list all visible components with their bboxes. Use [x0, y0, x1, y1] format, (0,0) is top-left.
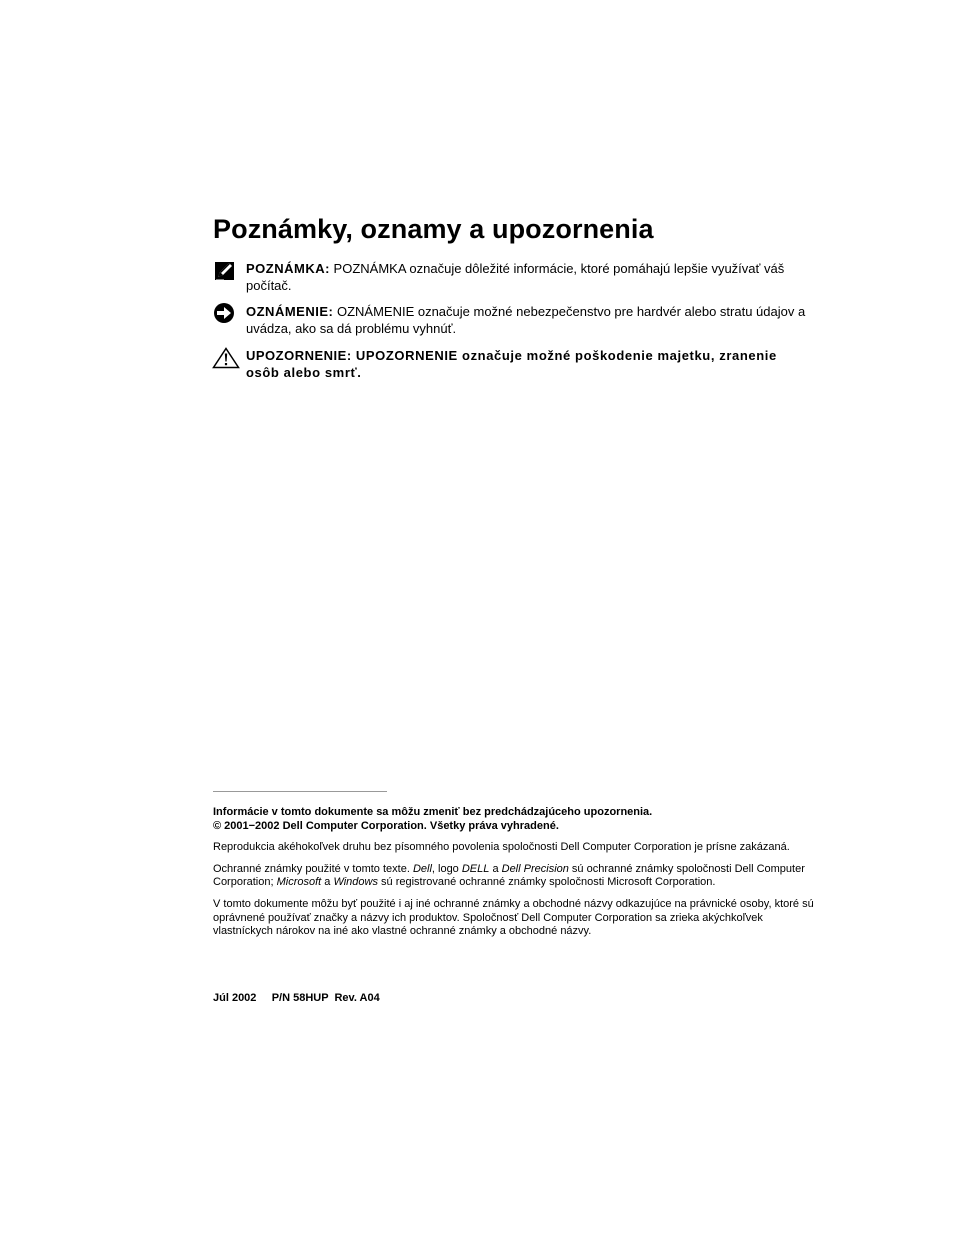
warning-text: UPOZORNENIE označuje možné poškodenie majetku, zranenie osôb alebo smrť. [246, 348, 777, 380]
notice-text: OZNÁMENIE označuje možné nebezpečenstvo pre hardvér alebo stratu údajov a uvádza, ako sa dá problému vyhnúť. [246, 304, 806, 336]
publication-date: Júl 2002 [213, 992, 257, 1004]
note-text: POZNÁMKA označuje dôležité informácie, ktoré pomáhajú lepšie využívať váš počítač. [246, 261, 785, 293]
revision: Rev. A04 [334, 992, 380, 1004]
note-label: POZNÁMKA: [246, 261, 330, 276]
trademark-dell-logo: DELL [461, 862, 490, 875]
part-number: P/N 58HUP [271, 992, 329, 1004]
note-pencil-icon [212, 260, 238, 284]
trademarks-text: sú registrované ochranné známky spoločnosti Microsoft Corporation. [377, 876, 716, 889]
trademarks-text: a [489, 862, 502, 875]
trademark-dell-precision: Dell Precision [501, 862, 569, 875]
trademarks-notice [213, 863, 818, 890]
warning-notice [212, 347, 812, 381]
note-notice [212, 260, 812, 294]
copyright-line: © 2001−2002 Dell Computer Corporation. Všetky práva vyhradené. [213, 819, 559, 832]
warning-label: UPOZORNENIE: [246, 348, 352, 363]
change-notice [213, 806, 818, 833]
trademarks-text: a [321, 876, 334, 889]
reproduction-notice: Reprodukcia akéhokoľvek druhu bez písomného povolenia spoločnosti Dell Computer Corporation je prísne zakázaná. [213, 841, 790, 854]
trademarks-text: , logo [431, 862, 462, 875]
notice-label: OZNÁMENIE: [246, 304, 334, 319]
notice-notice [212, 303, 812, 337]
trademark-microsoft: Microsoft [276, 876, 322, 889]
notice-arrow-icon [212, 303, 238, 327]
change-notice-line: Informácie v tomto dokumente sa môžu zmeniť bez predchádzajúceho upozornenia. [213, 806, 653, 818]
footnote-divider [213, 791, 387, 792]
document-footer [213, 992, 380, 1004]
legal-block [213, 806, 818, 947]
trademarks-text: sú ochranné známky spoločnosti Dell Computer Corporation; [213, 862, 805, 889]
trademark-dell: Dell [412, 862, 432, 875]
warning-triangle-icon [212, 347, 238, 371]
trademarks-text: Ochranné známky použité v tomto texte. [213, 862, 413, 875]
other-trademarks-notice: V tomto dokumente môžu byť použité i aj iné ochranné známky a obchodné názvy odkazujúce na právnické osoby, ktoré sú oprávnené používať značky a názvy ich produktov. Spoločnosť Dell Computer Corporation sa zrieka akýchkoľvek vlastníckych nárokov na iné ako vlastné ochranné známky a obchodné názvy. [213, 897, 814, 938]
trademark-windows: Windows [333, 876, 378, 889]
page-title: Poznámky, oznamy a upozornenia [213, 214, 654, 244]
